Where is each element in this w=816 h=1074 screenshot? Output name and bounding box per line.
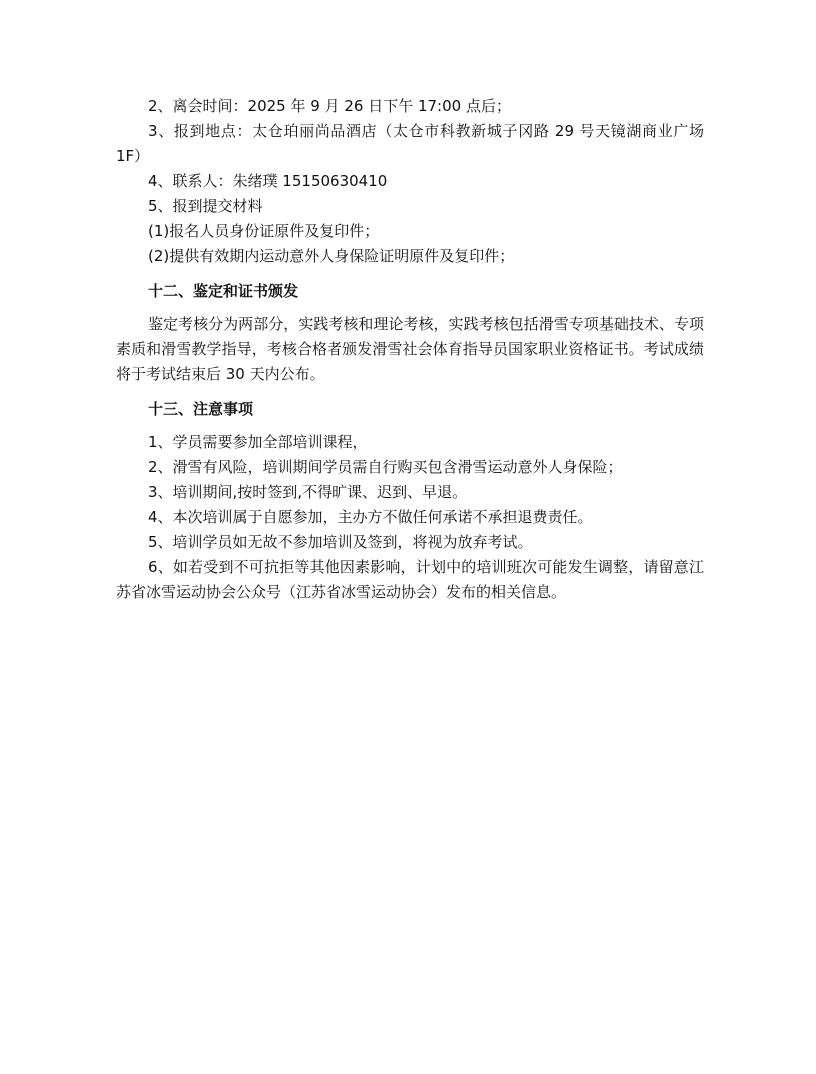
section-13-heading: 十三、注意事项 xyxy=(148,400,254,418)
section-12-body: 鉴定考核分为两部分，实践考核和理论考核，实践考核包括滑雪专项基础技术、专项素质和滑雪教学指导，考核合格者颁发滑雪社会体育指导员国家职业资格证书。考试成绩将于考试结束后 30 天内公布。 xyxy=(116,315,704,383)
notice-item: 4、本次培训属于自愿参加，主办方不做任何承诺不承担退费责任。 xyxy=(148,508,593,526)
notice-item: 1、学员需要参加全部培训课程， xyxy=(148,433,368,451)
check-in-location: 3、报到地点：太仓珀丽尚品酒店（太仓市科教新城子冈路 29 号天镜湖商业广场 1F） xyxy=(116,122,704,165)
material-id-card: (1)报名人员身份证原件及复印件； xyxy=(148,222,380,240)
section-12-heading: 十二、鉴定和证书颁发 xyxy=(148,282,299,300)
notice-item: 2、滑雪有风险，培训期间学员需自行购买包含滑雪运动意外人身保险； xyxy=(148,458,623,476)
material-insurance: (2)提供有效期内运动意外人身保险证明原件及复印件； xyxy=(148,247,515,265)
check-in-materials: 5、报到提交材料 xyxy=(148,197,263,215)
document-page xyxy=(116,94,704,605)
departure-time: 2、离会时间：2025 年 9 月 26 日下午 17:00 点后； xyxy=(148,97,511,115)
contact-person: 4、联系人：朱绪璞 15150630410 xyxy=(148,172,388,190)
notice-item: 3、培训期间,按时签到,不得旷课、迟到、早退。 xyxy=(148,483,468,501)
notice-item: 6、如若受到不可抗拒等其他因素影响，计划中的培训班次可能发生调整，请留意江苏省冰雪运动协会公众号（江苏省冰雪运动协会）发布的相关信息。 xyxy=(116,558,704,601)
notice-item: 5、培训学员如无故不参加培训及签到，将视为放弃考试。 xyxy=(148,533,533,551)
